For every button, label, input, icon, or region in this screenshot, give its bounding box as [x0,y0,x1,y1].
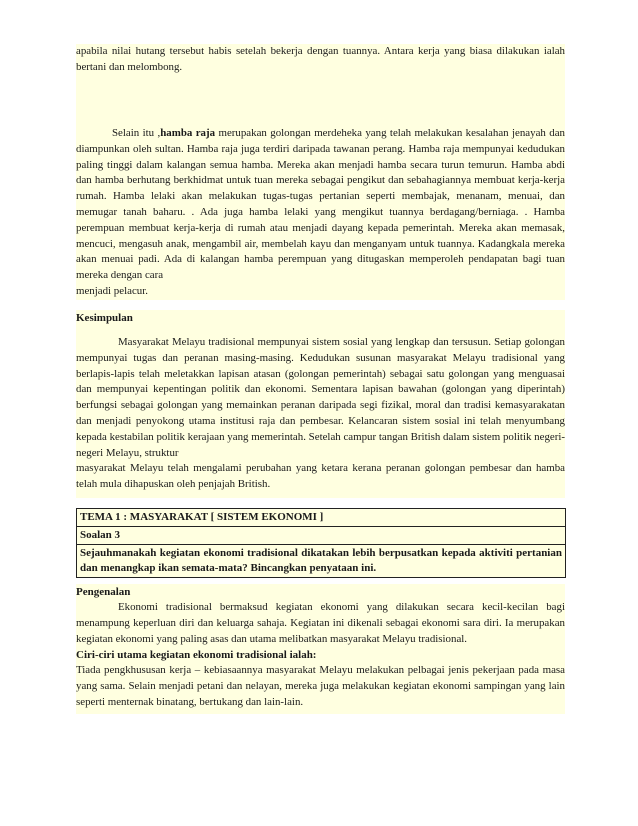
kesimpulan-paragraph: Masyarakat Melayu tradisional mempunyai sistem sosial yang lengkap dan tersusun. Setiap golongan mempunyai tugas dan peranan masing-masing. Kedudukan susunan masyarakat Melayu tradisional yang berlapis-lapis telah meletakkan lapisan atasan (golongan pemerintah) sebagai satu golongan yang menguasai dan mempunyai kepentingan politik dan ekonomi. Sementara lapisan bawahan (golongan yang diperintah) berfungsi sebagai golongan yang memainkan peranan daripada segi fizikal, moral dan tradisi kemasyarakatan dan menjadi penyokong utama institusi raja dan pembesar. Kelancaran sistem sosial ini telah menyumbang kepada kestabilan politik kerajaan yang memerintah. Setelah campur tangan British dalam sistem politik negeri-negeri Melayu, struktur [76,336,565,459]
tema-question-table [76,508,566,578]
ciri-ciri-heading: Ciri-ciri utama kegiatan ekonomi tradisional ialah: [76,649,317,662]
hamba-raja-term: hamba raja [160,127,216,139]
kesimpulan-closing: masyarakat Melayu telah mengalami perubahan yang ketara kerana peranan golongan pembesar dan hamba telah mula dihapuskan oleh penjajah British. [76,462,565,491]
hamba-last-line: menjadi pelacur. [76,284,148,297]
hamba-raja-paragraph [76,126,565,300]
hamba-prefix: Selain itu , [112,127,161,139]
ciri-ciri-paragraph: Tiada pengkhususan kerja – kebiasaannya masyarakat Melayu melakukan pelbagai jenis pekerjaan pada masa yang sama. Selain menjadi petani dan nelayan, mereka juga melakukan kegiatan ekonomi sampingan yang lain seperti menternak binatang, bertukang dan lain-lain. [76,664,565,708]
intro-text: apabila nilai hutang tersebut habis setelah bekerja dengan tuannya. Antara kerja yang biasa dilakukan ialah bertani dan melombong. [76,45,565,73]
soalan-question: Sejauhmanakah kegiatan ekonomi tradisional dikatakan lebih berpusatkan kepada aktiviti pertanian dan menangkap ikan semata-mata? Bincangkan penyataan ini. [77,545,566,578]
kesimpulan-section [76,310,565,498]
kesimpulan-heading: Kesimpulan [76,312,133,324]
hamba-body: merupakan golongan merdeheka yang telah melakukan kesalahan jenayah dan diampunkan oleh sultan. Hamba raja juga terdiri daripada tawanan perang. Hamba raja mempunyai kedudukan paling tinggi dalam kalangan semua hamba. Mereka akan menjadi hamba secara turun temurun. Hamba abdi dan hamba berhutang berkhidmat untuk tuan mereka sebagai pengikut dan sebahagiannya membuat kerja-kerja rumah. Hamba lelaki akan melakukan tugas-tugas pertanian seperti membajak, menanam, menuai, dan memugar tanah baharu. . Ada juga hamba lelaki yang mengikut tuannya berdagang/berniaga. . Hamba perempuan membuat kerja-kerja di rumah atau menjadi dayang kepada pemerintah. Mereka akan memasak, mencuci, mengasuh anak, mengambil air, membelah kayu dan menganyam untuk tuannya. Kadangkala mereka akan menuai padi. Ada di kalangan hamba perempuan yang ditugaskan memperoleh pendapatan bagi tuan mereka dengan cara [76,127,565,282]
pengenalan-paragraph: Ekonomi tradisional bermaksud kegiatan ekonomi yang dilakukan secara kecil-kecilan bagi menampung keperluan diri dan keluarga sahaja. Kegiatan ini dikenali sebagai ekonomi sara diri. Ia merupakan kegiatan ekonomi yang paling asas dan utama melibatkan masyarakat Melayu tradisional. [76,601,565,645]
soalan-label: Soalan 3 [77,527,566,545]
hamba-raja-text [76,126,565,284]
pengenalan-section [76,584,565,714]
tema-title: TEMA 1 : MASYARAKAT [ SISTEM EKONOMI ] [77,509,566,527]
pengenalan-heading: Pengenalan [76,586,131,598]
